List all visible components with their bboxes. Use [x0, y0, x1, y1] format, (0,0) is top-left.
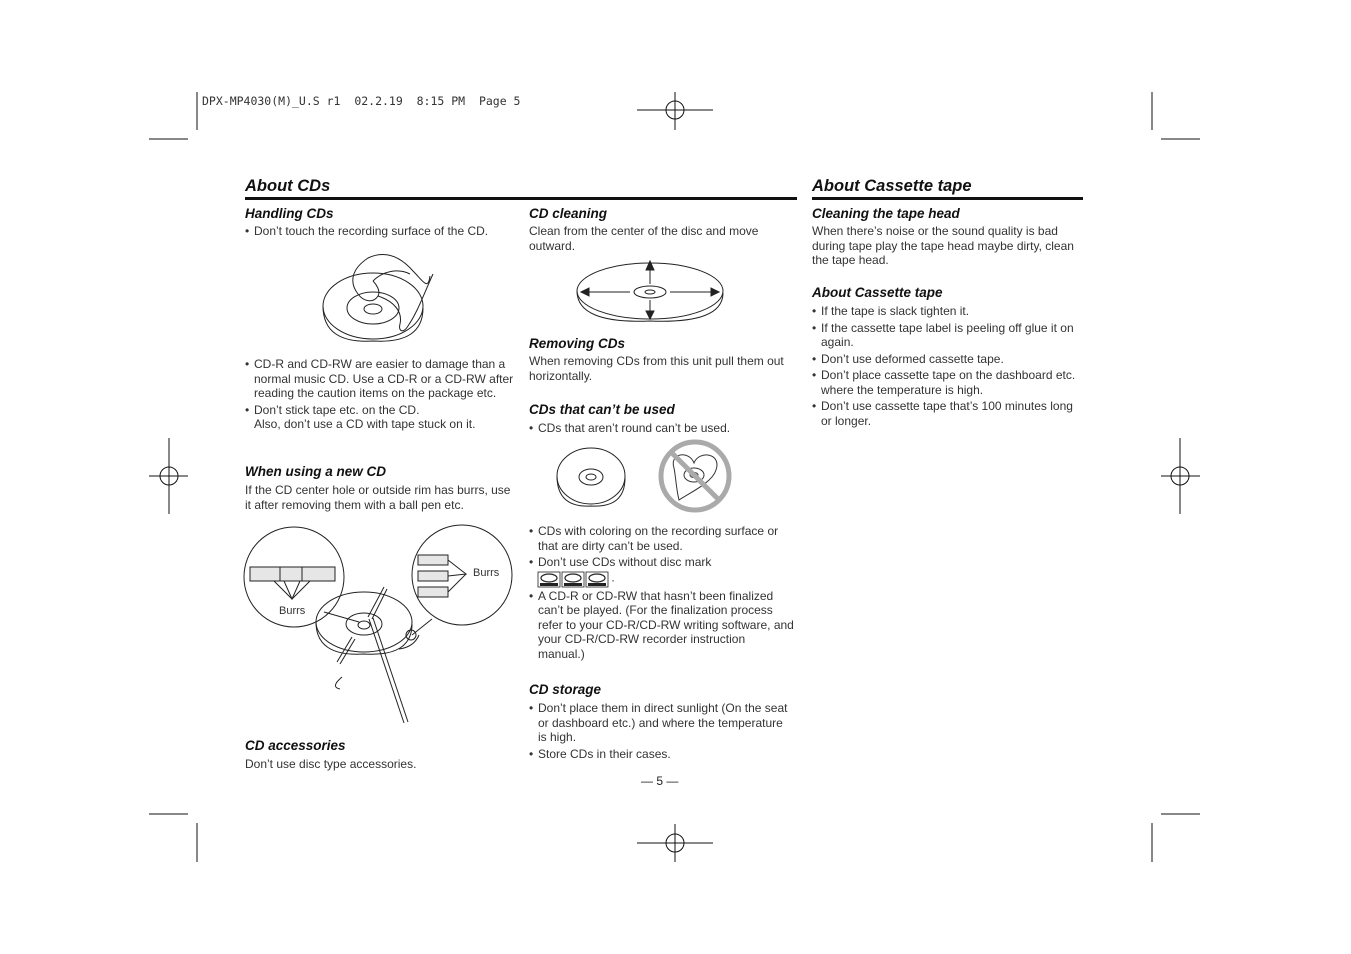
registration-mark-icon [637, 92, 713, 130]
cassette-list [812, 304, 1084, 430]
heading-removing-cds: Removing CDs [529, 336, 626, 351]
heading-cd-cleaning: CD cleaning [529, 206, 608, 221]
heading-cds-cant-be-used: CDs that can’t be used [529, 402, 675, 417]
cd-storage-list [529, 701, 794, 763]
list-item: • Don’t use cassette tape that’s 100 minutes long or longer. [812, 399, 1084, 428]
heading-new-cd: When using a new CD [245, 464, 387, 479]
new-cd-text: If the CD center hole or outside rim has burrs, use it after removing them with a ball pen etc. [245, 483, 511, 512]
heading-handling-cds: Handling CDs [245, 206, 334, 221]
heading-cleaning-tape-head: Cleaning the tape head [812, 206, 960, 221]
list-item: • CD-R and CD-RW are easier to damage than a normal music CD. Use a CD-R or a CD-RW after reading the caution items on the package etc. [245, 357, 515, 401]
burrs-label-left: Burrs [279, 605, 306, 617]
cant-use-list-1 [529, 421, 794, 438]
cant-use-list-2 [529, 524, 794, 663]
disc-mark-icon [586, 572, 608, 587]
cd-accessories-text: Don’t use disc type accessories. [245, 757, 417, 771]
print-header: DPX-MP4030(M)_U.S r1 02.2.19 8:15 PM Page 5 [202, 94, 521, 108]
disc-mark-icon [562, 572, 584, 587]
list-item: • Don’t touch the recording surface of the CD. [245, 224, 515, 239]
handling-list-1 [245, 224, 515, 241]
list-item: • A CD-R or CD-RW that hasn’t been finalized can’t be played. (For the finalization process refer to your CD-R/CD-RW writing software, and your CD-R/CD-RW recorder instruction manual.) [529, 589, 794, 662]
disc-mark-icon [538, 572, 560, 587]
list-item: • If the tape is slack tighten it. [812, 304, 1084, 319]
list-item: • Store CDs in their cases. [529, 747, 794, 762]
list-item [245, 403, 515, 432]
list-item: • CDs that aren’t round can’t be used. [529, 421, 794, 436]
registration-mark-icon [149, 438, 188, 514]
section-title-about-cassette: About Cassette tape [812, 177, 1083, 200]
list-item-text: . [611, 570, 615, 585]
registration-mark-icon [1161, 438, 1200, 514]
list-item [529, 555, 794, 587]
list-item: • CDs with coloring on the recording surface or that are dirty can’t be used. [529, 524, 794, 553]
list-item: • Don’t place cassette tape on the dashboard etc. where the temperature is high. [812, 368, 1084, 397]
handling-list-2 [245, 357, 515, 434]
list-item: • If the cassette tape label is peeling off glue it on again. [812, 321, 1084, 350]
page-number: — 5 — [641, 774, 679, 788]
list-item: • Don’t place them in direct sunlight (On the seat or dashboard etc.) and where the temperature is high. [529, 701, 794, 745]
removing-cds-text: When removing CDs from this unit pull them out horizontally. [529, 354, 784, 383]
cd-cleaning-text: Clean from the center of the disc and move outward. [529, 224, 759, 253]
prohibited-icon [661, 442, 729, 510]
hand-touching-cd-illustration [318, 246, 448, 346]
list-item-line: Also, don’t use a CD with tape stuck on it. [254, 417, 476, 431]
non-round-cd-illustration [554, 438, 744, 518]
cleaning-tape-head-text: When there’s noise or the sound quality is bad during tape play the tape head maybe dirty, clean the tape head. [812, 224, 1074, 267]
registration-mark-icon [637, 824, 713, 862]
cd-cleaning-illustration [573, 258, 733, 333]
burrs-label-right: Burrs [473, 567, 500, 579]
burrs-removal-illustration [244, 527, 514, 732]
list-item-text: Don’t use CDs without disc mark [538, 555, 712, 569]
heading-cd-accessories: CD accessories [245, 738, 346, 753]
heading-cd-storage: CD storage [529, 682, 602, 697]
section-title-about-cds: About CDs [245, 177, 797, 200]
disc-mark-icons [538, 572, 608, 587]
heading-about-cassette-tape: About Cassette tape [812, 285, 943, 300]
list-item: • Don’t use deformed cassette tape. [812, 352, 1084, 367]
list-item-line: Don’t stick tape etc. on the CD. [254, 402, 420, 417]
